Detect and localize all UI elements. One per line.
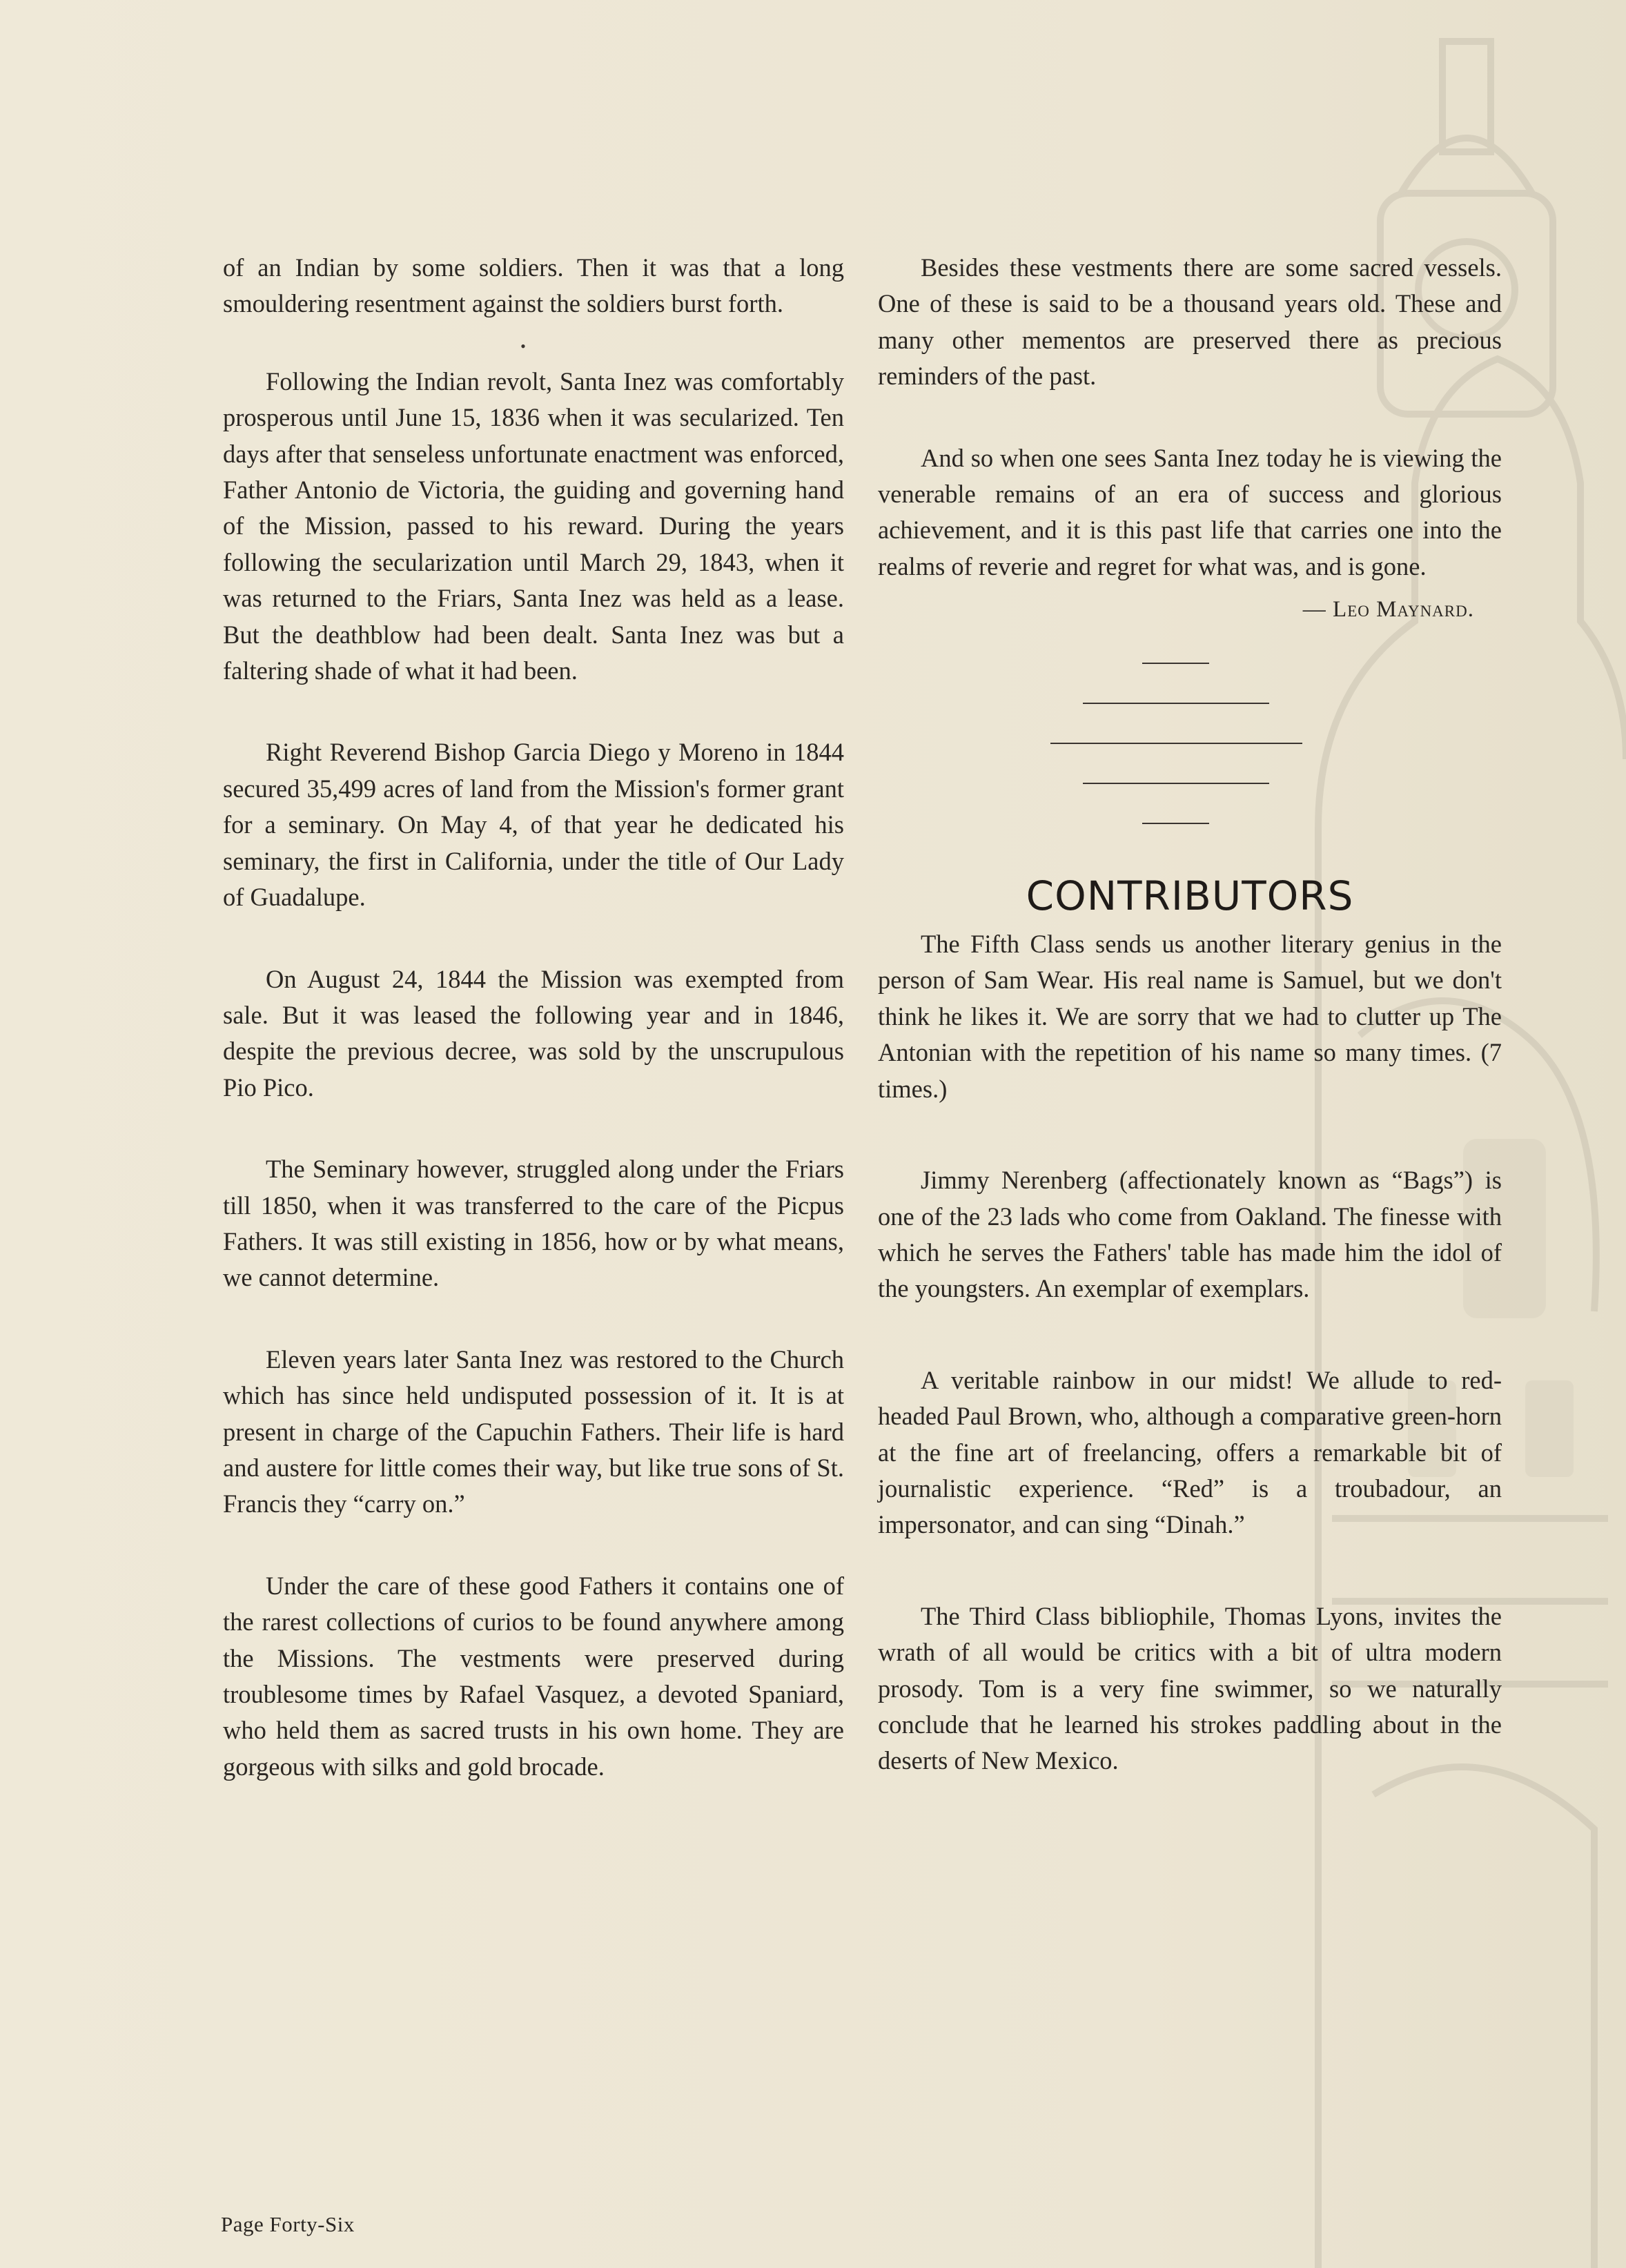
paragraph: Besides these vestments there are some sacred vessels. One of these is said to be a thousand years old. These and many other mementos are preserved there as precious reminders of the past. — [878, 253, 1502, 391]
divider-rule — [1083, 703, 1269, 704]
paragraph: On August 24, 1844 the Mission was exempted from sale. But it was leased the following year and in 1846, despite the previous decree, was sold by the unscrupulous Pio Pico. — [223, 964, 844, 1102]
divider-rule — [1142, 663, 1209, 664]
section-heading: CONTRIBUTORS — [1026, 872, 1354, 919]
paragraph: The Seminary however, struggled along under the Friars till 1850, when it was transferred to the care of the Picpus Fathers. It was still existing in 1856, how or by what means, we cannot determine. — [223, 1155, 844, 1292]
paragraph: And so when one sees Santa Inez today he is viewing the venerable remains of an era of success and glorious achievement, and it is this past life that carries one into the realms of reverie and regret for what was, and is gone. — [878, 443, 1502, 580]
paragraph: A veritable rainbow in our midst! We allude to red-headed Paul Brown, who, although a comparative green-horn at the fine art of freelancing, offers a remarkable bit of journalistic experience. “Red” is a troubadour, an impersonator, and can sing “Dinah.” — [878, 1365, 1502, 1539]
right-text-column — [878, 250, 1502, 1779]
signature-name: Leo Maynard. — [1333, 597, 1474, 623]
page-number: Page Forty-Six — [221, 2212, 355, 2236]
paragraph: The Third Class bibliophile, Thomas Lyons, invites the wrath of all would be critics with a bit of ultra modern prosody. Tom is a very fine swimmer, so we naturally conclude that he learned his strokes paddling about in the deserts of New Mexico. — [878, 1601, 1502, 1775]
paragraph: Eleven years later Santa Inez was restored to the Church which has since held undisputed possession of it. It is at present in charge of the Capuchin Fathers. Their life is hard and austere for little comes their way, but like true sons of St. Francis they “carry on.” — [223, 1345, 844, 1518]
section-mark: • — [520, 337, 526, 355]
paragraph: of an Indian by some soldiers. Then it was that a long smouldering resentment against the soldiers burst forth. — [223, 253, 844, 318]
author-signature — [878, 592, 1474, 627]
divider-rule — [1142, 823, 1209, 824]
left-text-column — [223, 250, 844, 1785]
paragraph: Jimmy Nerenberg (affectionately known as “Bags”) is one of the 23 lads who come from Oakland. The finesse with which he serves the Fathers' table has made him the idol of the youngsters. An exemplar of exemplars. — [878, 1166, 1502, 1303]
ornamental-divider — [878, 642, 1502, 821]
paragraph: Under the care of these good Fathers it contains one of the rarest collections of curios to be found anywhere among the Missions. The vestments were preserved during troublesome times by Rafael Vasquez, a devoted Spaniard, who held them as sacred trusts in his own home. They are gorgeous with silks and gold brocade. — [223, 1571, 844, 1781]
paragraph: The Fifth Class sends us another literary genius in the person of Sam Wear. His real name is Samuel, but we don't think he likes it. We are sorry that we had to clutter up The Antonian with the repetition of his name so many times. (7 times.) — [878, 930, 1502, 1103]
paragraph: Right Reverend Bishop Garcia Diego y Moreno in 1844 secured 35,499 acres of land from the Mission's former grant for a seminary. On May 4, of that year he dedicated his seminary, the first in California, under the title of Our Lady of Guadalupe. — [223, 738, 844, 912]
paragraph: Following the Indian revolt, Santa Inez was comfortably prosperous until June 15, 1836 when it was secularized. Ten days after that senseless unfortunate enactment was enforced, Father Antonio de Victoria, the guiding and governing hand of the Mission, passed to his reward. During the years following the secularization until March 29, 1843, when it was returned to the Friars, Santa Inez was held as a lease. But the deathblow had been dealt. Santa Inez was but a faltering shade of what it had been. — [223, 366, 844, 685]
signature-dash: — — [1302, 597, 1326, 623]
divider-rule — [1050, 743, 1302, 744]
divider-rule — [1083, 783, 1269, 784]
